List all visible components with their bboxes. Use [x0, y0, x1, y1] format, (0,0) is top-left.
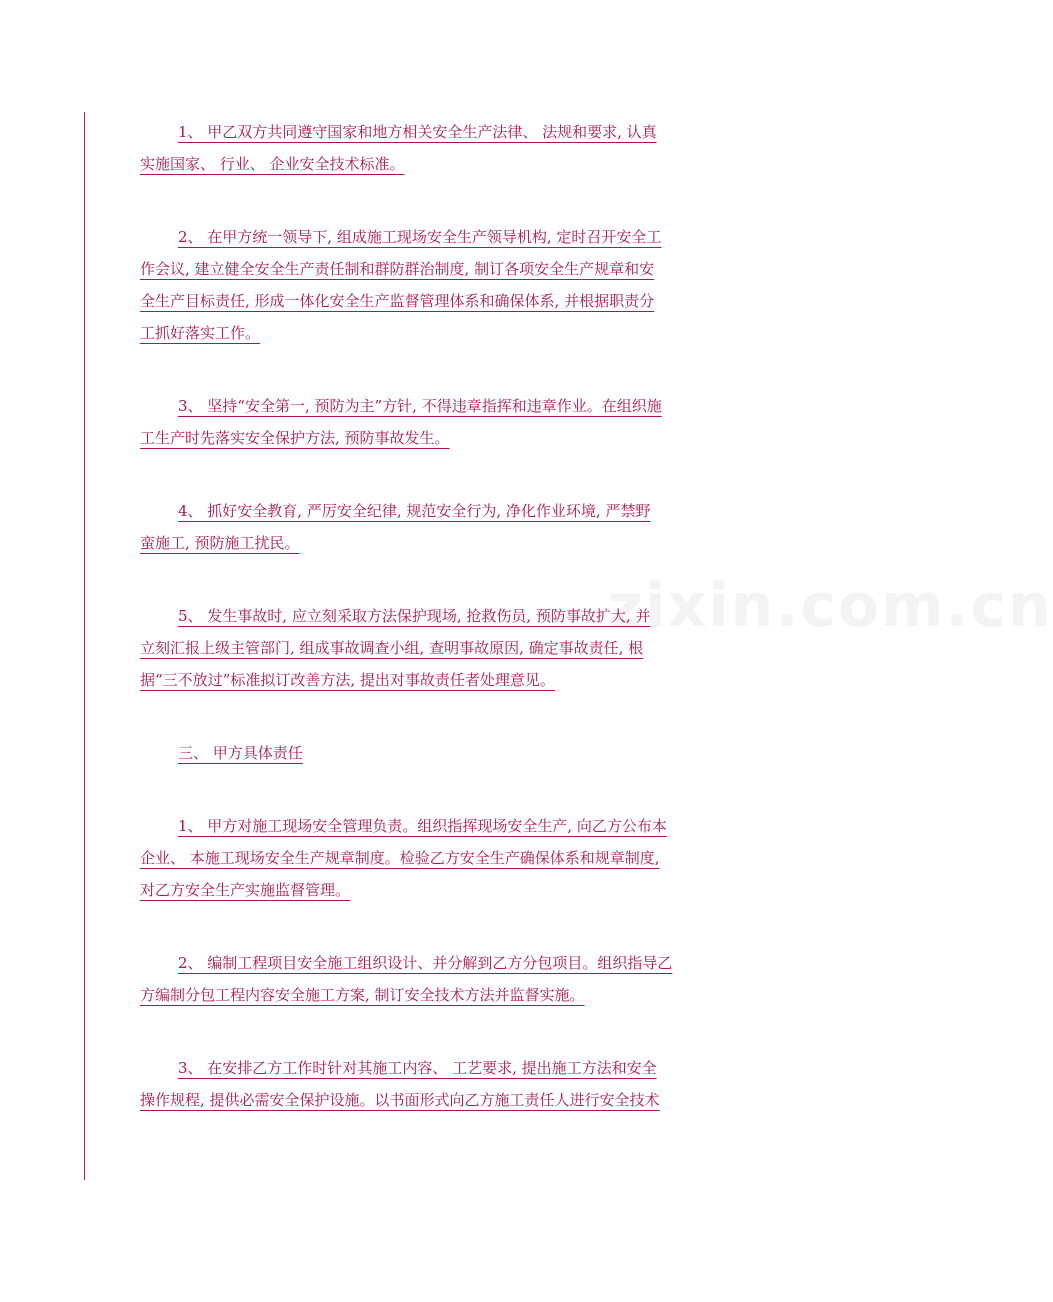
paragraph-line [140, 979, 774, 1011]
paragraph-line [140, 253, 774, 285]
paragraph [140, 1052, 774, 1116]
paragraph [140, 737, 774, 769]
underlined-text: 方编制分包工程内容安全施工方案, 制订安全技术方法并监督实施。 [140, 986, 585, 1004]
paragraph-line [140, 737, 774, 769]
paragraph [140, 947, 774, 1011]
watermark-text: zixin.com.cn [608, 571, 1053, 641]
document-body [140, 116, 774, 1157]
paragraph-line [140, 810, 774, 842]
underlined-text: 作会议, 建立健全安全生产责任制和群防群治制度, 制订各项安全生产规章和安 [140, 260, 655, 278]
underlined-text: 3、 在安排乙方工作时针对其施工内容、 工艺要求, 提出施工方法和安全 [178, 1059, 657, 1077]
underlined-text: 4、 抓好安全教育, 严厉安全纪律, 规范安全行为, 净化作业环境, 严禁野 [178, 502, 651, 520]
paragraph-line [140, 148, 774, 180]
underlined-text: 据“三不放过”标准拟订改善方法, 提出对事故责任者处理意见。 [140, 671, 555, 689]
underlined-text: 蛮施工, 预防施工扰民。 [140, 534, 300, 552]
underlined-text: 5、 发生事故时, 应立刻采取方法保护现场, 抢救伤员, 预防事故扩大, 并 [178, 607, 651, 625]
underlined-text: 3、 坚持“安全第一, 预防为主”方针, 不得违章指挥和违章作业。在组织施 [178, 397, 662, 415]
paragraph-line [140, 116, 774, 148]
paragraph-line [140, 842, 774, 874]
underlined-text: 操作规程, 提供必需安全保护设施。以书面形式向乙方施工责任人进行安全技术 [140, 1091, 660, 1109]
paragraph-line [140, 1084, 774, 1116]
paragraph-line [140, 422, 774, 454]
margin-rule [84, 112, 85, 1180]
paragraph-line [140, 285, 774, 317]
paragraph-line [140, 221, 774, 253]
underlined-text: 对乙方安全生产实施监督管理。 [140, 881, 351, 899]
underlined-text: 工抓好落实工作。 [140, 324, 261, 342]
paragraph [140, 810, 774, 906]
paragraph [140, 495, 774, 559]
underlined-text: 1、 甲方对施工现场安全管理负责。组织指挥现场安全生产, 向乙方公布本 [178, 817, 667, 835]
underlined-text: 实施国家、 行业、 企业安全技术标准。 [140, 155, 405, 173]
paragraph [140, 600, 774, 696]
underlined-text: 2、 编制工程项目安全施工组织设计、并分解到乙方分包项目。组织指导乙 [178, 954, 673, 972]
underlined-text: 三、 甲方具体责任 [178, 744, 303, 762]
paragraph [140, 221, 774, 349]
paragraph-line [140, 317, 774, 349]
paragraph-line [140, 632, 774, 664]
paragraph [140, 116, 774, 180]
underlined-text: 企业、 本施工现场安全生产规章制度。检验乙方安全生产确保体系和规章制度, [140, 849, 660, 867]
paragraph-line [140, 495, 774, 527]
paragraph-line [140, 600, 774, 632]
paragraph-line [140, 1052, 774, 1084]
paragraph [140, 390, 774, 454]
paragraph-line [140, 664, 774, 696]
paragraph-line [140, 527, 774, 559]
underlined-text: 2、 在甲方统一领导下, 组成施工现场安全生产领导机构, 定时召开安全工 [178, 228, 662, 246]
underlined-text: 立刻汇报上级主管部门, 组成事故调查小组, 查明事故原因, 确定事故责任, 根 [140, 639, 644, 657]
paragraph-line [140, 874, 774, 906]
underlined-text: 1、 甲乙双方共同遵守国家和地方相关安全生产法律、 法规和要求, 认真 [178, 123, 657, 141]
underlined-text: 全生产目标责任, 形成一体化安全生产监督管理体系和确保体系, 并根据职责分 [140, 292, 655, 310]
underlined-text: 工生产时先落实安全保护方法, 预防事故发生。 [140, 429, 450, 447]
paragraph-line [140, 390, 774, 422]
paragraph-line [140, 947, 774, 979]
